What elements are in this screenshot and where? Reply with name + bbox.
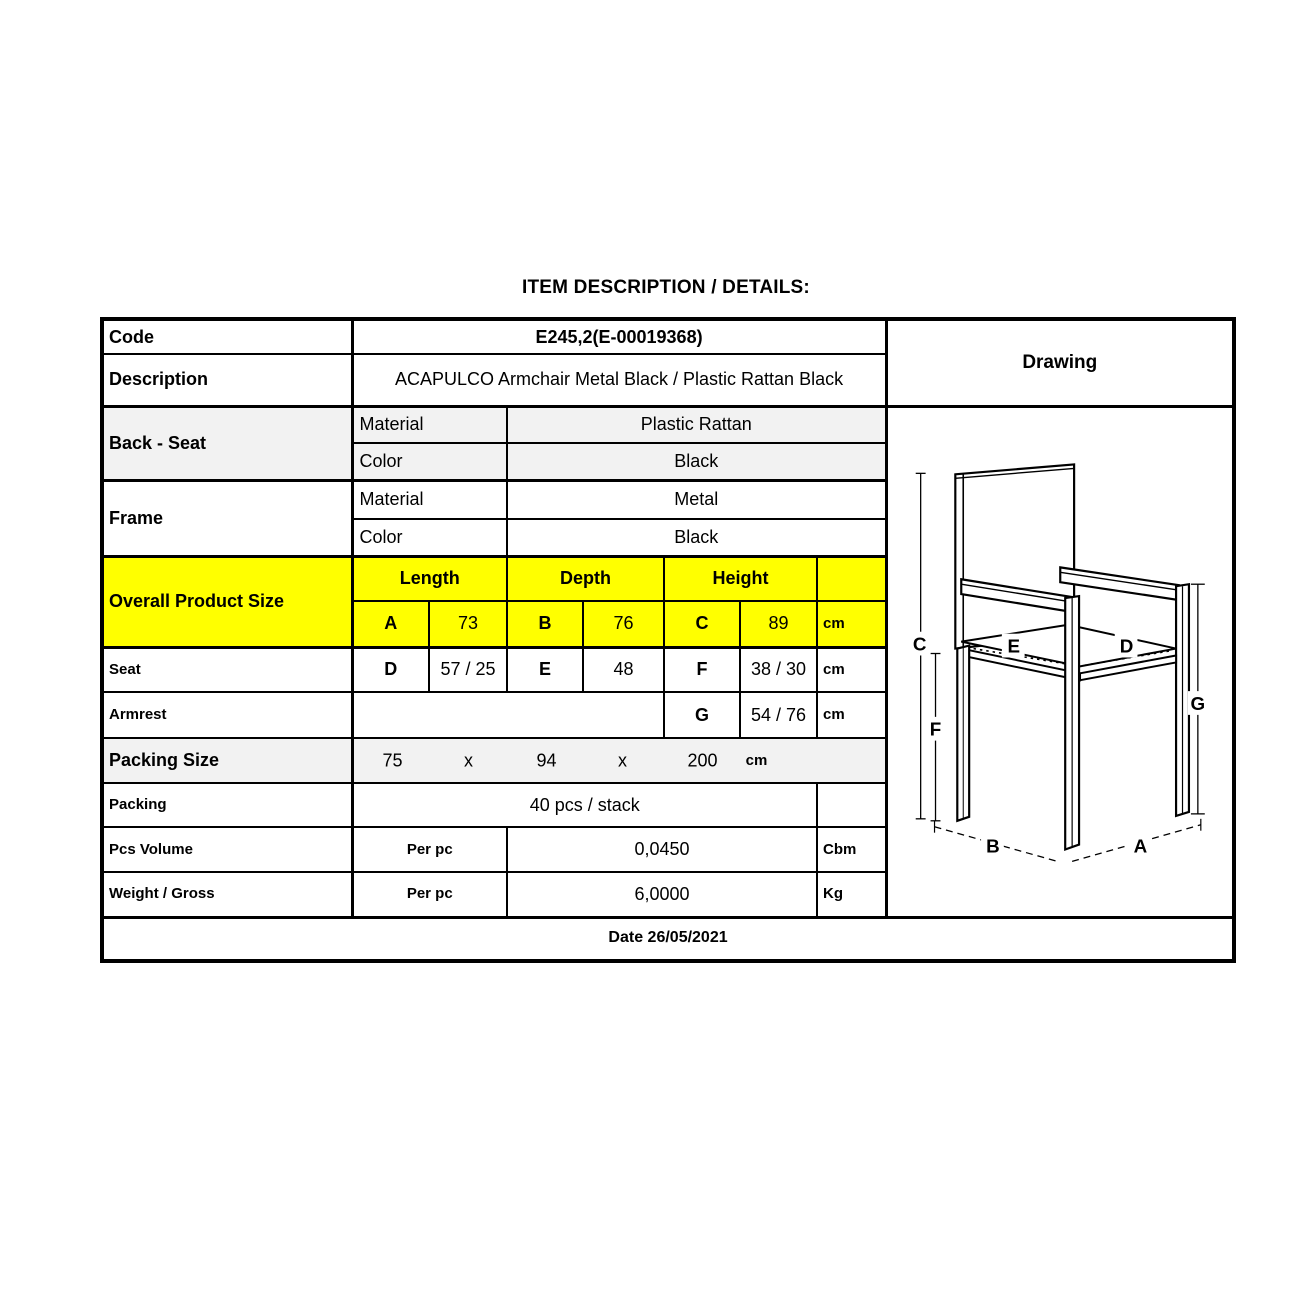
dim-a-value: 73 [429, 601, 507, 647]
frame-material-label: Material [352, 480, 507, 519]
drawing-header: Drawing [886, 319, 1234, 406]
chair-back-left-leg [957, 645, 969, 820]
dim-label-a: A [1133, 834, 1147, 856]
dim-label-d: D [1119, 635, 1133, 657]
size-unit: cm [817, 601, 886, 647]
dim-b-label: B [507, 601, 583, 647]
dim-g-value: 54 / 76 [740, 692, 817, 738]
dim-e-label: E [507, 647, 583, 692]
back-seat-label: Back - Seat [102, 406, 352, 480]
packing-label: Packing [102, 783, 352, 827]
frame-color-label: Color [352, 519, 507, 556]
dim-f-label: F [664, 647, 740, 692]
pcs-volume-label: Pcs Volume [102, 827, 352, 872]
spec-sheet [100, 276, 1232, 963]
back-seat-color-label: Color [352, 443, 507, 480]
armrest-unit: cm [817, 692, 886, 738]
packing-size-length: 75 [382, 750, 403, 771]
weight-label: Weight / Gross [102, 872, 352, 917]
code-label: Code [102, 319, 352, 354]
dim-d-label: D [352, 647, 429, 692]
chair-front-leg [1065, 596, 1079, 849]
empty-cell [817, 783, 886, 827]
packing-size-height: 200 [687, 750, 718, 771]
spec-table [100, 317, 1236, 963]
packing-size-unit: cm [745, 751, 768, 769]
dim-label-c: C [912, 633, 927, 655]
frame-label: Frame [102, 480, 352, 556]
row-backseat-material [102, 406, 1234, 443]
dim-label-b: B [985, 834, 1000, 856]
back-seat-material-value: Plastic Rattan [507, 406, 886, 443]
pcs-volume-unit: Cbm [817, 827, 886, 872]
row-code [102, 319, 1234, 354]
weight-value: 6,0000 [507, 872, 817, 917]
empty-cell [817, 556, 886, 601]
overall-size-label: Overall Product Size [102, 556, 352, 647]
row-date [102, 917, 1234, 961]
packing-size-depth: 94 [536, 750, 557, 771]
dim-f-value: 38 / 30 [740, 647, 817, 692]
dim-label-g: G [1190, 692, 1205, 714]
chair-backrest [955, 464, 1074, 648]
weight-unit: Kg [817, 872, 886, 917]
weight-per: Per pc [352, 872, 507, 917]
dim-label-f: F [929, 718, 941, 740]
chair-drawing [888, 408, 1233, 914]
packing-size-dimensions [354, 740, 885, 781]
dim-a-label: A [352, 601, 429, 647]
dim-d-value: 57 / 25 [429, 647, 507, 692]
dim-c-label: C [664, 601, 740, 647]
seat-label: Seat [102, 647, 352, 692]
date-text: Date 26/05/2021 [102, 917, 1234, 961]
dim-c-value: 89 [740, 601, 817, 647]
seat-unit: cm [817, 647, 886, 692]
packing-size-label: Packing Size [102, 738, 352, 783]
drawing-cell [886, 406, 1234, 917]
back-seat-material-label: Material [352, 406, 507, 443]
length-header: Length [352, 556, 507, 601]
times-separator: x [618, 750, 627, 771]
dim-g-label: G [664, 692, 740, 738]
pcs-volume-value: 0,0450 [507, 827, 817, 872]
page-title: ITEM DESCRIPTION / DETAILS: [522, 277, 810, 298]
code-value: E245,2(E-00019368) [352, 319, 886, 354]
armrest-label: Armrest [102, 692, 352, 738]
dim-label-e: E [1006, 635, 1020, 657]
height-header: Height [664, 556, 817, 601]
frame-material-value: Metal [507, 480, 886, 519]
times-separator: x [464, 750, 473, 771]
pcs-volume-per: Per pc [352, 827, 507, 872]
depth-header: Depth [507, 556, 664, 601]
dim-b-value: 76 [583, 601, 664, 647]
packing-size-value [352, 738, 886, 783]
dim-e-value: 48 [583, 647, 664, 692]
empty-cell [352, 692, 664, 738]
back-seat-color-value: Black [507, 443, 886, 480]
description-label: Description [102, 354, 352, 406]
packing-value: 40 pcs / stack [352, 783, 817, 827]
frame-color-value: Black [507, 519, 886, 556]
description-value: ACAPULCO Armchair Metal Black / Plastic Rattan Black [352, 354, 886, 406]
